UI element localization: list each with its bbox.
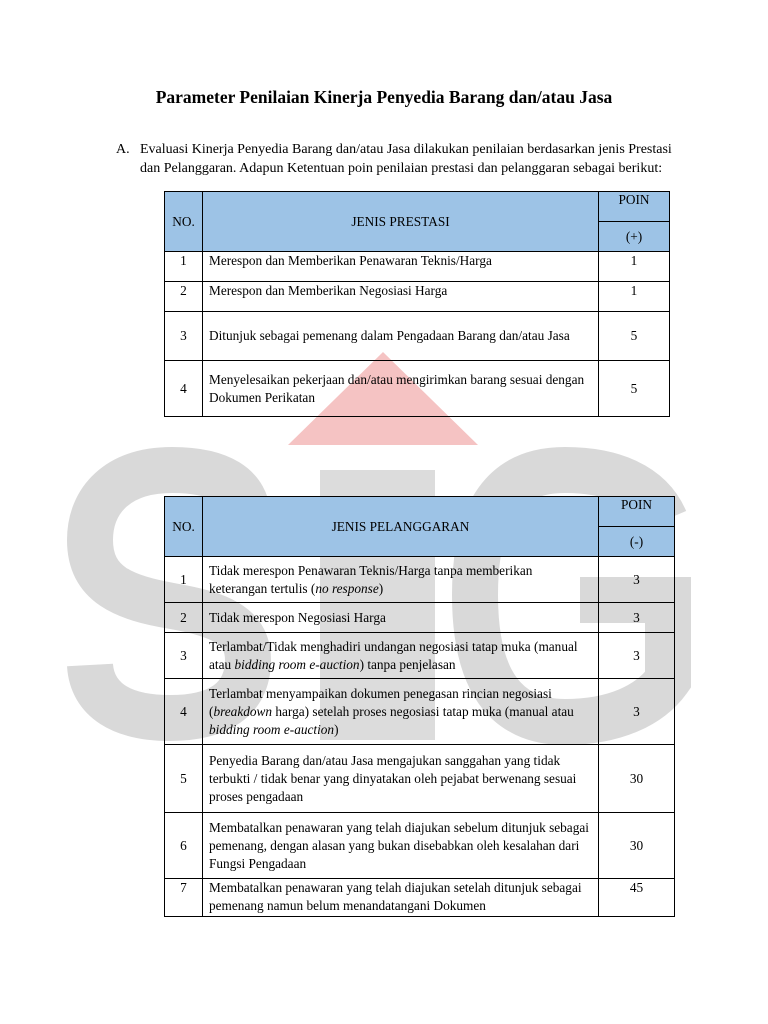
intro-paragraph [116,140,686,178]
row-points: 3 [599,603,675,633]
header-jenis-prestasi: JENIS PRESTASI [203,192,599,252]
row-number: 6 [165,813,203,879]
row-number: 5 [165,745,203,813]
row-description: Menyelesaikan pekerjaan dan/atau mengirimkan barang sesuai dengan Dokumen Perikatan [203,361,599,417]
row-points: 45 [599,879,675,917]
row-points: 1 [599,252,670,282]
pelanggaran-table [164,496,675,917]
table-row [165,361,670,417]
row-number: 2 [165,282,203,312]
row-description: Ditunjuk sebagai pemenang dalam Pengadaan Barang dan/atau Jasa [203,312,599,361]
header-no: NO. [165,192,203,252]
table-row [165,252,670,282]
row-points: 30 [599,745,675,813]
row-points: 3 [599,633,675,679]
header-sign-plus: (+) [599,222,670,252]
row-description: Tidak merespon Penawaran Teknis/Harga tanpa memberikan keterangan tertulis (no response) [203,557,599,603]
table-row [165,633,675,679]
row-description: Terlambat menyampaikan dokumen penegasan rincian negosiasi (breakdown harga) setelah proses negosiasi tatap muka (manual atau bidding room e-auction) [203,679,599,745]
header-no: NO. [165,497,203,557]
table-row [165,879,675,917]
row-points: 5 [599,361,670,417]
row-points: 3 [599,557,675,603]
row-number: 3 [165,633,203,679]
table-row [165,603,675,633]
row-number: 1 [165,252,203,282]
table-row [165,745,675,813]
intro-text: Evaluasi Kinerja Penyedia Barang dan/atau Jasa dilakukan penilaian berdasarkan jenis Prestasi dan Pelanggaran. Adapun Ketentuan poin penilaian prestasi dan pelanggaran sebagai berikut: [140,142,672,176]
row-points: 3 [599,679,675,745]
row-description: Tidak merespon Negosiasi Harga [203,603,599,633]
table-row [165,679,675,745]
row-points: 1 [599,282,670,312]
row-description: Terlambat/Tidak menghadiri undangan negosiasi tatap muka (manual atau bidding room e-auction) tanpa penjelasan [203,633,599,679]
header-sign-minus: (-) [599,527,675,557]
row-points: 30 [599,813,675,879]
row-number: 3 [165,312,203,361]
header-poin: POIN [599,192,670,222]
row-description: Merespon dan Memberikan Negosiasi Harga [203,282,599,312]
table-row [165,557,675,603]
row-description: Penyedia Barang dan/atau Jasa mengajukan sanggahan yang tidak terbukti / tidak benar yang dinyatakan oleh pejabat berwenang sesuai proses pengadaan [203,745,599,813]
table-row [165,282,670,312]
row-description: Membatalkan penawaran yang telah diajukan setelah ditunjuk sebagai pemenang namun belum menandatangani Dokumen [203,879,599,917]
row-number: 1 [165,557,203,603]
row-points: 5 [599,312,670,361]
pelanggaran-rows [165,557,675,917]
document-title: Parameter Penilaian Kinerja Penyedia Barang dan/atau Jasa [155,87,613,107]
row-description: Merespon dan Memberikan Penawaran Teknis/Harga [203,252,599,282]
table-row [165,813,675,879]
row-description: Membatalkan penawaran yang telah diajukan sebelum ditunjuk sebagai pemenang, dengan alasan yang bukan disebabkan oleh kesalahan dari Fungsi Pengadaan [203,813,599,879]
row-number: 7 [165,879,203,917]
table-row [165,312,670,361]
header-jenis-pelanggaran: JENIS PELANGGARAN [203,497,599,557]
row-number: 4 [165,679,203,745]
list-marker: A. [116,142,130,157]
prestasi-table [164,191,670,417]
header-poin: POIN [599,497,675,527]
row-number: 4 [165,361,203,417]
row-number: 2 [165,603,203,633]
